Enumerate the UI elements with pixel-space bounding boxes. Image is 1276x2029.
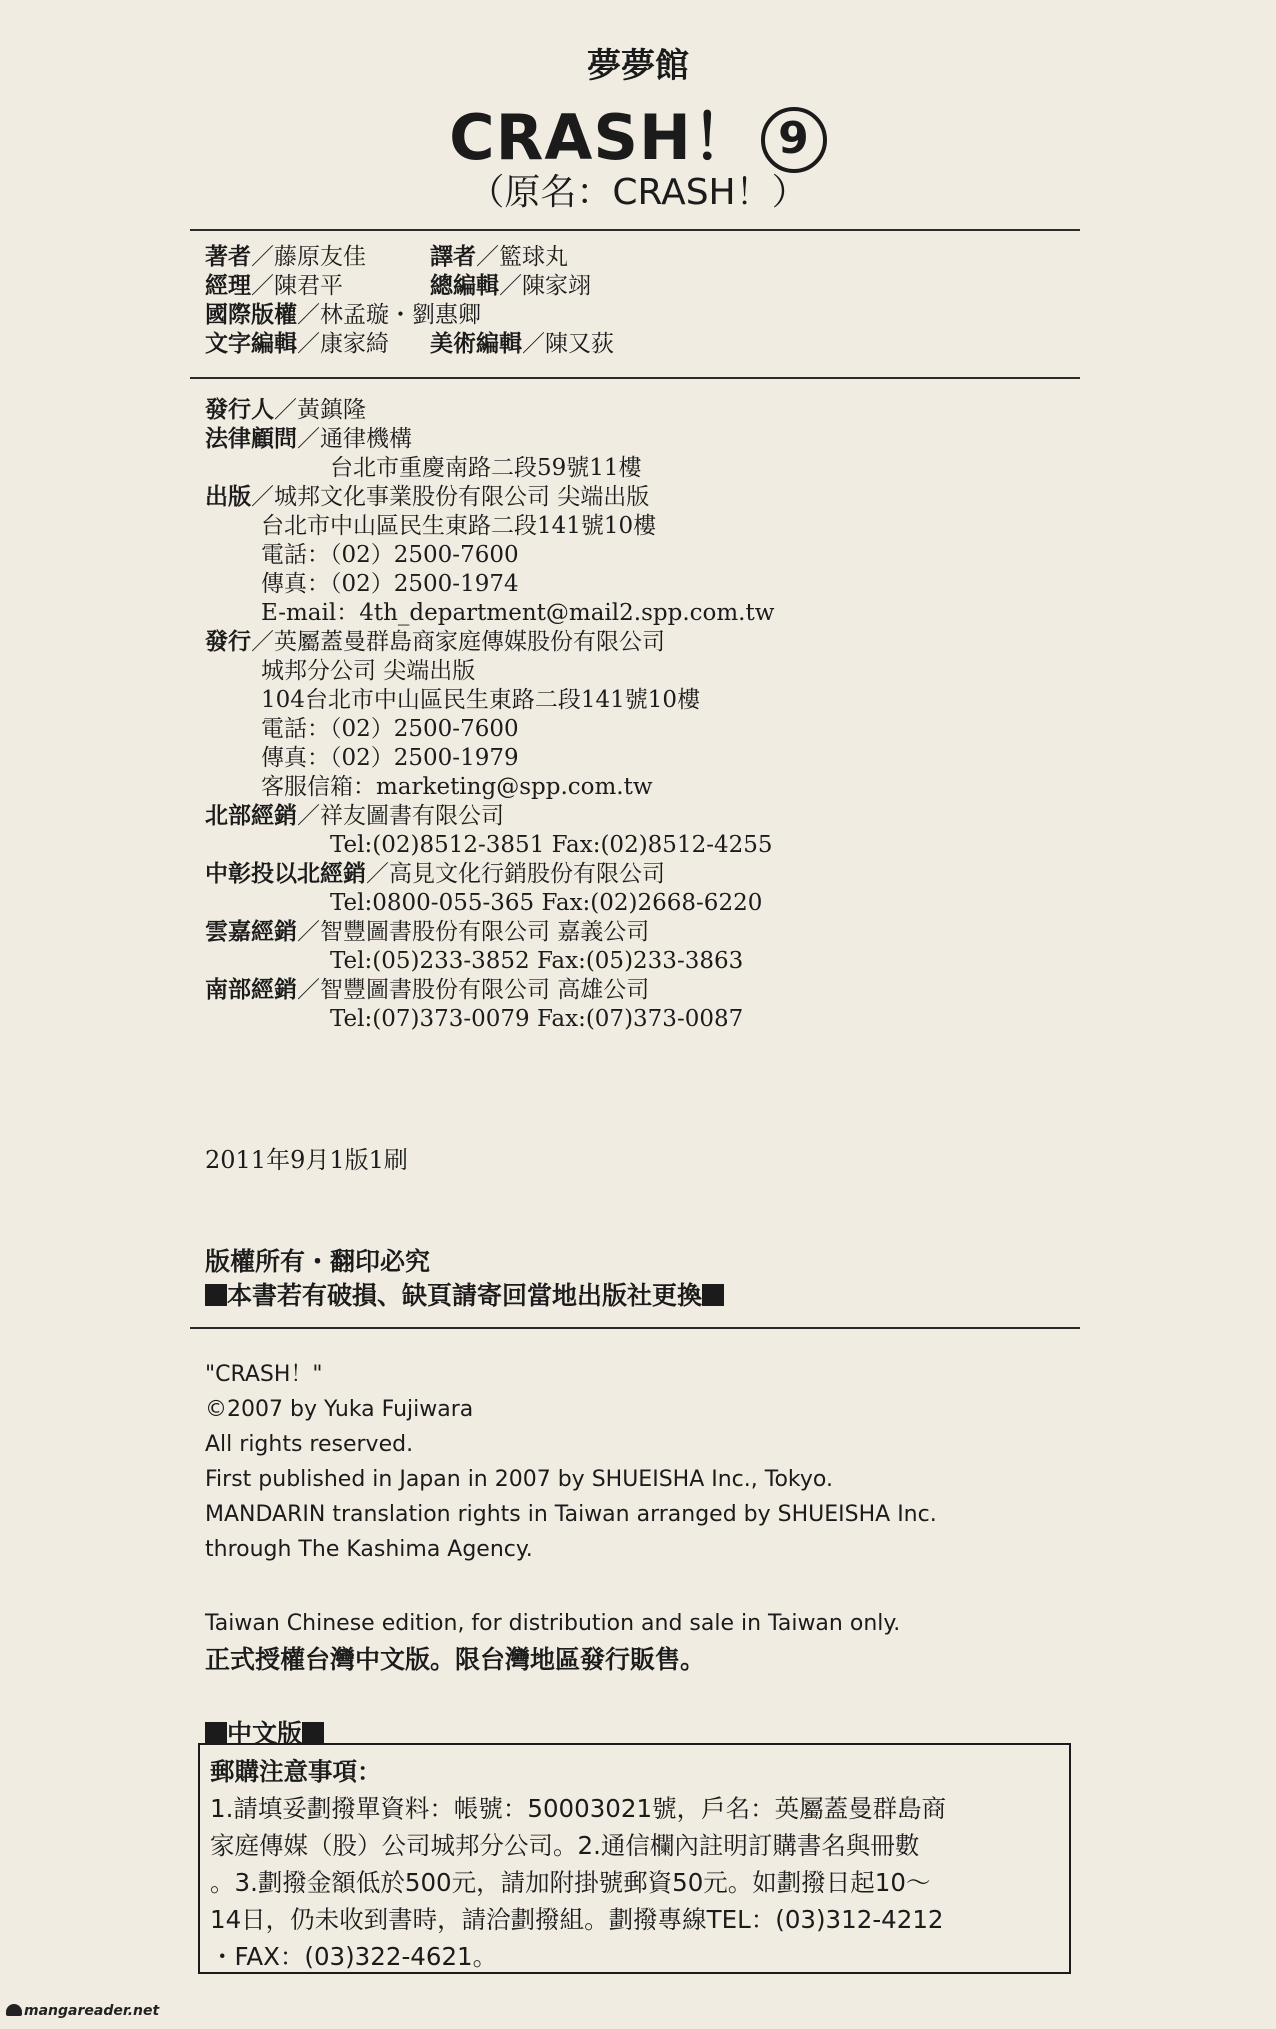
pub-value: ／黃鎮隆 [274, 397, 366, 423]
distribution-chinese: 正式授權台灣中文版。限台灣地區發行販售。 [205, 1645, 706, 1674]
credit-row [205, 272, 591, 301]
cloud-icon [6, 2004, 22, 2016]
credits-block [205, 243, 614, 359]
north-row [205, 802, 774, 831]
english-line: "CRASH！" [205, 1362, 323, 1387]
pub-label: 中彰投以北經銷 [205, 861, 366, 887]
pub-value: ／智豐圖書股份有限公司 嘉義公司 [297, 919, 650, 945]
pub-value: ／祥友圖書有限公司 [297, 803, 504, 829]
damage-notice-text: 本書若有破損、缺頁請寄回當地出版社更換 [227, 1281, 703, 1310]
pub-value: ／高見文化行銷股份有限公司 [366, 861, 665, 887]
publisher-fax: 傳真：（02）2500-1974 [261, 571, 519, 597]
english-line: MANDARIN translation rights in Taiwan arranged by SHUEISHA Inc. [205, 1502, 937, 1527]
rights-block [205, 1245, 724, 1313]
pub-value: ／通律機構 [297, 426, 412, 452]
mail-order-line: 家庭傳媒（股）公司城邦分公司。2.通信欄內註明訂購書名與冊數 [210, 1831, 920, 1860]
publisher-email: E-mail：4th_department@mail2.spp.com.tw [261, 600, 775, 626]
mail-order-line: 1.請填妥劃撥單資料：帳號：50003021號，戶名：英屬蓋曼群島商 [210, 1794, 947, 1823]
credit-label: 總編輯 [430, 273, 499, 299]
mail-order-line: ・FAX：(03)322-4621。 [210, 1942, 498, 1971]
credit-label: 國際版權 [205, 302, 297, 328]
credit-value: ／康家綺 [297, 331, 389, 357]
south-row [205, 976, 774, 1005]
rights-line: 版權所有・翻印必究 [205, 1247, 431, 1276]
publishing-block [205, 396, 774, 1034]
mail-order-line: 14日，仍未收到書時，請洽劃撥組。劃撥專線TEL：(03)312-4212 [210, 1905, 944, 1934]
black-square-icon [702, 1284, 724, 1306]
credit-value: ／陳君平 [251, 273, 343, 299]
credit-row [205, 301, 481, 330]
north-contact: Tel:(02)8512-3851 Fax:(02)8512-4255 [330, 832, 773, 858]
credit-row [205, 243, 568, 272]
chinese-edition-text: 中文版 [227, 1719, 303, 1748]
credit-value: ／藤原友佳 [251, 244, 366, 270]
credit-value: ／陳又荻 [522, 331, 614, 357]
mail-order-notice [198, 1743, 1071, 1974]
legal-address: 台北市重慶南路二段59號11樓 [330, 455, 642, 481]
credit-label: 經理 [205, 273, 251, 299]
publisher-row [205, 483, 774, 512]
legal-row [205, 425, 774, 454]
black-square-icon [302, 1722, 324, 1744]
english-line: through The Kashima Agency. [205, 1537, 533, 1562]
mail-order-heading: 郵購注意事項： [210, 1757, 382, 1786]
distributor-fax: 傳真：（02）2500-1979 [261, 745, 519, 771]
original-title: （原名：CRASH！） [468, 172, 808, 213]
pub-label: 出版 [205, 484, 251, 510]
site-watermark [6, 2003, 159, 2019]
distribution-block [205, 1606, 900, 1678]
volume-number: 9 [761, 107, 827, 173]
distributor-row [205, 628, 774, 657]
credit-value: ／籃球丸 [476, 244, 568, 270]
distributor-service: 客服信箱：marketing@spp.com.tw [261, 774, 653, 800]
pub-label: 北部經銷 [205, 803, 297, 829]
yunjia-row [205, 918, 774, 947]
pub-label: 發行 [205, 629, 251, 655]
central-contact: Tel:0800-055-365 Fax:(02)2668-6220 [330, 890, 763, 916]
credit-label: 文字編輯 [205, 331, 297, 357]
credit-label: 美術編輯 [430, 331, 522, 357]
divider [190, 229, 1080, 231]
credit-row [205, 330, 614, 359]
english-line: First published in Japan in 2007 by SHUEISHA Inc., Tokyo. [205, 1467, 833, 1492]
black-square-icon [205, 1284, 227, 1306]
credit-value: ／陳家翊 [499, 273, 591, 299]
english-copyright [205, 1357, 937, 1567]
yunjia-contact: Tel:(05)233-3852 Fax:(05)233-3863 [330, 948, 744, 974]
damage-notice [205, 1279, 724, 1313]
credit-label: 譯者 [430, 244, 476, 270]
mail-order-line: 。3.劃撥金額低於500元，請加附掛號郵資50元。如劃撥日起10～ [210, 1868, 931, 1897]
watermark-text: mangareader.net [24, 2003, 160, 2019]
edition-date: 2011年9月1版1刷 [205, 1146, 408, 1174]
divider [190, 377, 1080, 379]
publisher-series: 夢夢館 [587, 46, 689, 86]
distributor-address: 104台北市中山區民生東路二段141號10樓 [261, 687, 701, 713]
english-line: All rights reserved. [205, 1432, 414, 1457]
pub-label: 法律顧問 [205, 426, 297, 452]
pub-value: ／智豐圖書股份有限公司 高雄公司 [297, 977, 650, 1003]
distributor-tel: 電話：（02）2500-7600 [261, 716, 519, 742]
credit-value: ／林孟璇・劉惠卿 [297, 302, 481, 328]
black-square-icon [205, 1722, 227, 1744]
south-contact: Tel:(07)373-0079 Fax:(07)373-0087 [330, 1006, 744, 1032]
pub-label: 發行人 [205, 397, 274, 423]
pub-value: ／城邦文化事業股份有限公司 尖端出版 [251, 484, 650, 510]
distributor-branch: 城邦分公司 尖端出版 [261, 658, 476, 684]
issuer-row [205, 396, 774, 425]
distribution-english: Taiwan Chinese edition, for distribution and sale in Taiwan only. [205, 1611, 901, 1636]
pub-value: ／英屬蓋曼群島商家庭傳媒股份有限公司 [251, 629, 665, 655]
divider [190, 1327, 1080, 1329]
publisher-tel: 電話：（02）2500-7600 [261, 542, 519, 568]
english-line: ©2007 by Yuka Fujiwara [205, 1397, 474, 1422]
credit-label: 著者 [205, 244, 251, 270]
title-text: CRASH！ [449, 101, 755, 174]
pub-label: 雲嘉經銷 [205, 919, 297, 945]
central-row [205, 860, 774, 889]
publisher-address: 台北市中山區民生東路二段141號10樓 [261, 513, 657, 539]
pub-label: 南部經銷 [205, 977, 297, 1003]
